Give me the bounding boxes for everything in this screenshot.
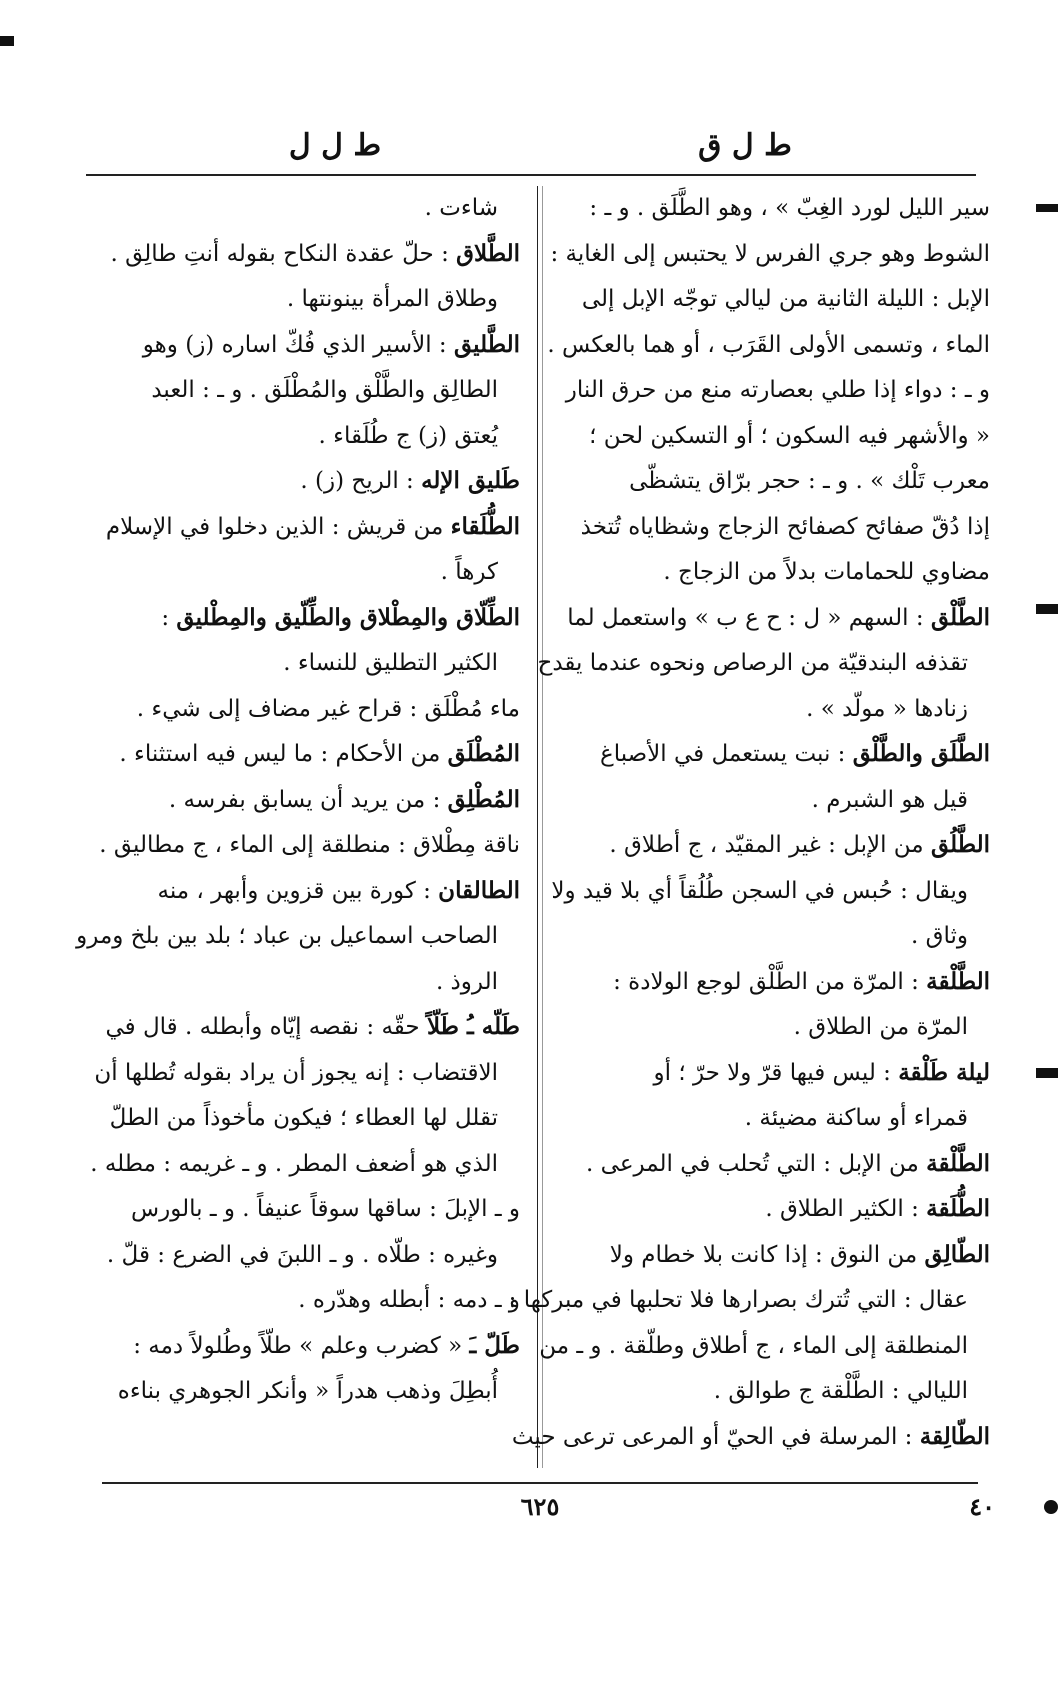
left-column-line bbox=[90, 1007, 520, 1047]
entry-text: وثاق . bbox=[911, 923, 968, 949]
column-right bbox=[508, 188, 990, 1468]
entry-text: و ـ دمه : أبطله وهدّره . bbox=[298, 1287, 520, 1313]
scan-mark-right-3 bbox=[1036, 1068, 1058, 1078]
entry-text: المرّة من الطلاق . bbox=[793, 1014, 968, 1040]
entry-text: تقلل لها العطاء ؛ فيكون مأخوذاً من الطلّ bbox=[109, 1105, 498, 1131]
entry-text: الشوط وهو جري الفرس لا يحتبس إلى الغاية : bbox=[550, 240, 990, 267]
right-column-line bbox=[508, 1280, 968, 1320]
entry-text: « كضرب وعلم » طلّاً وطُلولاً دمه : bbox=[133, 1332, 470, 1359]
entry-text: : كورة بين قزوين وأبهر ، منه bbox=[157, 877, 439, 904]
headword: الطُّلَقة bbox=[926, 1195, 990, 1222]
headword: طَليق الإله bbox=[421, 467, 520, 494]
entry-text: كرهاً . bbox=[440, 559, 498, 585]
left-column-line bbox=[90, 598, 520, 638]
right-column-line bbox=[560, 1189, 990, 1229]
entry-text: ناقة مِطْلاق : منطلقة إلى الماء ، ج مطاليق . bbox=[99, 832, 520, 858]
scan-mark-right-4 bbox=[1044, 1500, 1058, 1514]
entry-text: الاقتضاب : إنه يجوز أن يراد بقوله تُطلها أن bbox=[94, 1059, 498, 1086]
entry-text: : المرسلة في الحيّ أو المرعى ترعى حيث bbox=[511, 1423, 920, 1450]
right-column-line bbox=[550, 234, 990, 274]
right-column-line bbox=[560, 1371, 968, 1411]
headword: الطَّليق bbox=[453, 330, 520, 358]
right-column-line bbox=[560, 507, 990, 547]
entry-text: حقّه : نقصه إيّاه وأبطله . قال في bbox=[105, 1014, 427, 1040]
entry-text: : نبت يستعمل في الأصباغ bbox=[599, 741, 853, 767]
entry-text: شاءت . bbox=[424, 195, 498, 221]
left-column-line bbox=[90, 1144, 498, 1184]
entry-text: أُبطِلَ وذهب هدراً « وأنكر الجوهري بناءه bbox=[117, 1378, 498, 1404]
left-column-line bbox=[90, 689, 520, 729]
entry-text: إذا دُقّ صفائح كصفائح الزجاج وشظاياه تُتخذ bbox=[580, 513, 990, 540]
entry-text: وغيره : طلّاه . و ـ اللبنَ في الضرع : قلّ . bbox=[106, 1241, 498, 1268]
root-header-right: ط ل ق bbox=[698, 128, 792, 163]
column-left bbox=[76, 188, 520, 1468]
headword: طَلّه ـُ طَلّاً bbox=[426, 1013, 520, 1040]
entry-text: الليالي : الطَّلْقة ج طوالق . bbox=[713, 1378, 968, 1404]
scan-mark-top-left bbox=[0, 36, 14, 46]
left-column-line bbox=[90, 643, 498, 683]
entry-text: : من يريد أن يسابق بفرسه . bbox=[168, 786, 448, 813]
left-column-line bbox=[90, 962, 498, 1002]
left-column-line bbox=[90, 416, 498, 456]
right-column-line bbox=[560, 916, 968, 956]
right-column-line bbox=[560, 598, 990, 638]
entry-text: معرب تَلْك » . و ـ : حجر برّاق يتشظّى bbox=[629, 468, 990, 494]
right-column-line bbox=[511, 1417, 990, 1457]
headword: الطِّلّاق والمِطْلاق والطِّلّيق والمِطْليق bbox=[176, 603, 520, 631]
right-column-line bbox=[560, 962, 990, 1002]
left-column-line bbox=[90, 370, 498, 410]
headword: ليلة طَلْقة bbox=[898, 1058, 990, 1086]
left-column-line bbox=[90, 1371, 498, 1411]
headword: الطَّلْق bbox=[930, 603, 990, 631]
headword: الطَّلاق bbox=[456, 239, 520, 267]
entry-text: من قريش : الذين دخلوا في الإسلام bbox=[105, 513, 451, 540]
headword: الطَّلْقة bbox=[926, 1149, 990, 1177]
right-column-line bbox=[560, 734, 990, 774]
entry-text: ماء مُطْلَق : قراح غير مضاف إلى شيء . bbox=[136, 695, 520, 722]
headword: الطَّلَق والطَّلْق bbox=[852, 740, 990, 767]
left-column-line bbox=[90, 188, 498, 228]
entry-text: « والأشهر فيه السكون ؛ أو التسكين لحن ؛ bbox=[589, 422, 990, 449]
entry-text: من النوق : إذا كانت بلا خطام ولا bbox=[609, 1241, 925, 1268]
right-column-line bbox=[560, 1144, 990, 1184]
right-column-line bbox=[537, 643, 968, 683]
left-column-line bbox=[90, 871, 520, 911]
entry-text: : حلّ عقدة النكاح بقوله أنتِ طالِق . bbox=[110, 240, 457, 267]
entry-text: : bbox=[161, 604, 177, 631]
entry-text: قيل هو الشبرم . bbox=[811, 786, 968, 813]
page-number: ٤٠ bbox=[969, 1492, 995, 1521]
right-column-line bbox=[560, 780, 968, 820]
left-column-line bbox=[90, 1189, 520, 1229]
entry-text: يُعتق (ز) ج طُلَقاء . bbox=[318, 422, 498, 449]
entry-text: الذي هو أضعف المطر . و ـ غريمه : مطله . bbox=[90, 1150, 498, 1177]
left-column-line bbox=[90, 780, 520, 820]
headword: المُطْلَق bbox=[447, 740, 520, 767]
entry-text: الكثير التطليق للنساء . bbox=[283, 650, 498, 676]
right-column-line bbox=[547, 325, 990, 365]
headword: طَلّ ـَ bbox=[469, 1331, 520, 1359]
entry-text: الماء ، وتسمى الأولى القَرَب ، أو هما بالعكس . bbox=[547, 331, 990, 358]
headword: الطّالِق bbox=[924, 1240, 990, 1268]
right-column-line bbox=[539, 1326, 968, 1366]
scan-mark-right-2 bbox=[1036, 604, 1058, 614]
entry-text: و ـ الإبلَ : ساقها سوقاً عنيفاً . و ـ بالورس bbox=[131, 1196, 520, 1222]
left-column-line bbox=[90, 461, 520, 501]
entry-text: تقذفه البندقيّة من الرصاص ونحوه عندما يقدح bbox=[537, 650, 968, 676]
column-divider-shadow bbox=[542, 186, 543, 1468]
left-column-line bbox=[90, 1098, 498, 1138]
headword: الطَّلْقة bbox=[926, 967, 990, 995]
entry-text: المنطلقة إلى الماء ، ج أطلاق وطلّقة . و ـ من bbox=[539, 1332, 968, 1359]
left-column-line bbox=[90, 325, 520, 365]
right-column-line bbox=[560, 416, 990, 456]
left-column-line bbox=[90, 234, 520, 274]
entry-text: وطلاق المرأة بينونتها . bbox=[286, 286, 498, 312]
entry-text: الصاحب اسماعيل بن عباد ؛ بلد بين بلخ ومرو bbox=[76, 923, 498, 949]
left-column-line bbox=[90, 1280, 520, 1320]
column-divider bbox=[537, 186, 538, 1468]
right-column-line bbox=[560, 1235, 990, 1275]
entry-text: ويقال : حُبس في السجن طُلُقاً أي بلا قيد ولا bbox=[551, 877, 968, 904]
right-column-line bbox=[560, 689, 968, 729]
entry-text: : ليس فيها قرّ ولا حرّ ؛ أو bbox=[653, 1059, 899, 1086]
entry-text: الإبل : الليلة الثانية من ليالي توجّه الإبل إلى bbox=[581, 286, 990, 312]
right-column-line bbox=[560, 370, 990, 410]
entry-text: قمراء أو ساكنة مضيئة . bbox=[744, 1105, 968, 1131]
entry-text: من الإبل : غير المقيّد ، ج أطلاق . bbox=[609, 832, 931, 858]
right-column-line bbox=[560, 1098, 968, 1138]
page-signature: ٦٢٥ bbox=[520, 1492, 560, 1521]
entry-text: : الأسير الذي فُكّ اساره (ز) وهو bbox=[142, 331, 454, 358]
entry-text: : الكثير الطلاق . bbox=[765, 1196, 927, 1222]
entry-text: مضاوي للحمامات بدلاً من الزجاج . bbox=[663, 559, 990, 585]
right-column-line bbox=[560, 552, 990, 592]
entry-text: : المرّة من الطَّلْق لوجع الولادة : bbox=[613, 968, 927, 995]
entry-text: الروذ . bbox=[435, 968, 498, 995]
entry-text: سير الليل لورد الغِبّ » ، وهو الطَّلَق . و ـ : bbox=[589, 195, 990, 221]
entry-text: من الإبل : التي تُحلب في المرعى . bbox=[586, 1150, 927, 1177]
headword: المُطْلِق bbox=[447, 785, 520, 813]
left-column-line bbox=[90, 1326, 520, 1366]
entry-text: عقال : التي تُترك بصرارها فلا تحلبها في مبركها : bbox=[508, 1287, 968, 1313]
left-column-line bbox=[90, 1053, 498, 1093]
headword: الطالقان bbox=[438, 876, 520, 904]
right-column-line bbox=[560, 188, 990, 228]
entry-text: : الريح (ز) . bbox=[300, 468, 422, 494]
entry-text: الطالِق والطَّلْق والمُطْلَق . و ـ : العبد bbox=[151, 377, 498, 403]
left-column-line bbox=[90, 552, 498, 592]
entry-text: و ـ : دواء إذا طلي بعصارته منع من حرق النار bbox=[565, 377, 990, 403]
footer-rule bbox=[102, 1482, 978, 1484]
headword: الطُّلَقاء bbox=[450, 512, 520, 540]
right-column-line bbox=[560, 1007, 968, 1047]
right-column-line bbox=[560, 825, 990, 865]
left-column-line bbox=[76, 916, 498, 956]
left-column-line bbox=[90, 734, 520, 774]
left-column-line bbox=[90, 279, 498, 319]
entry-text: : السهم « ل : ح ع ب » واستعمل لما bbox=[567, 604, 931, 631]
left-column-line bbox=[90, 825, 520, 865]
right-column-line bbox=[560, 461, 990, 501]
entry-text: زنادها « مولّد » . bbox=[806, 695, 968, 722]
left-column-line bbox=[90, 507, 520, 547]
right-column-line bbox=[551, 871, 968, 911]
header-rule bbox=[86, 174, 976, 176]
right-column-line bbox=[560, 279, 990, 319]
left-column-line bbox=[90, 1235, 498, 1275]
entry-text: من الأحكام : ما ليس فيه استثناء . bbox=[119, 741, 448, 767]
headword: الطَّلُق bbox=[930, 831, 990, 858]
root-header-left: ط ل ل bbox=[288, 128, 382, 163]
scan-mark-right-1 bbox=[1036, 204, 1058, 212]
right-column-line bbox=[560, 1053, 990, 1093]
headword: الطّالِقة bbox=[919, 1422, 990, 1450]
